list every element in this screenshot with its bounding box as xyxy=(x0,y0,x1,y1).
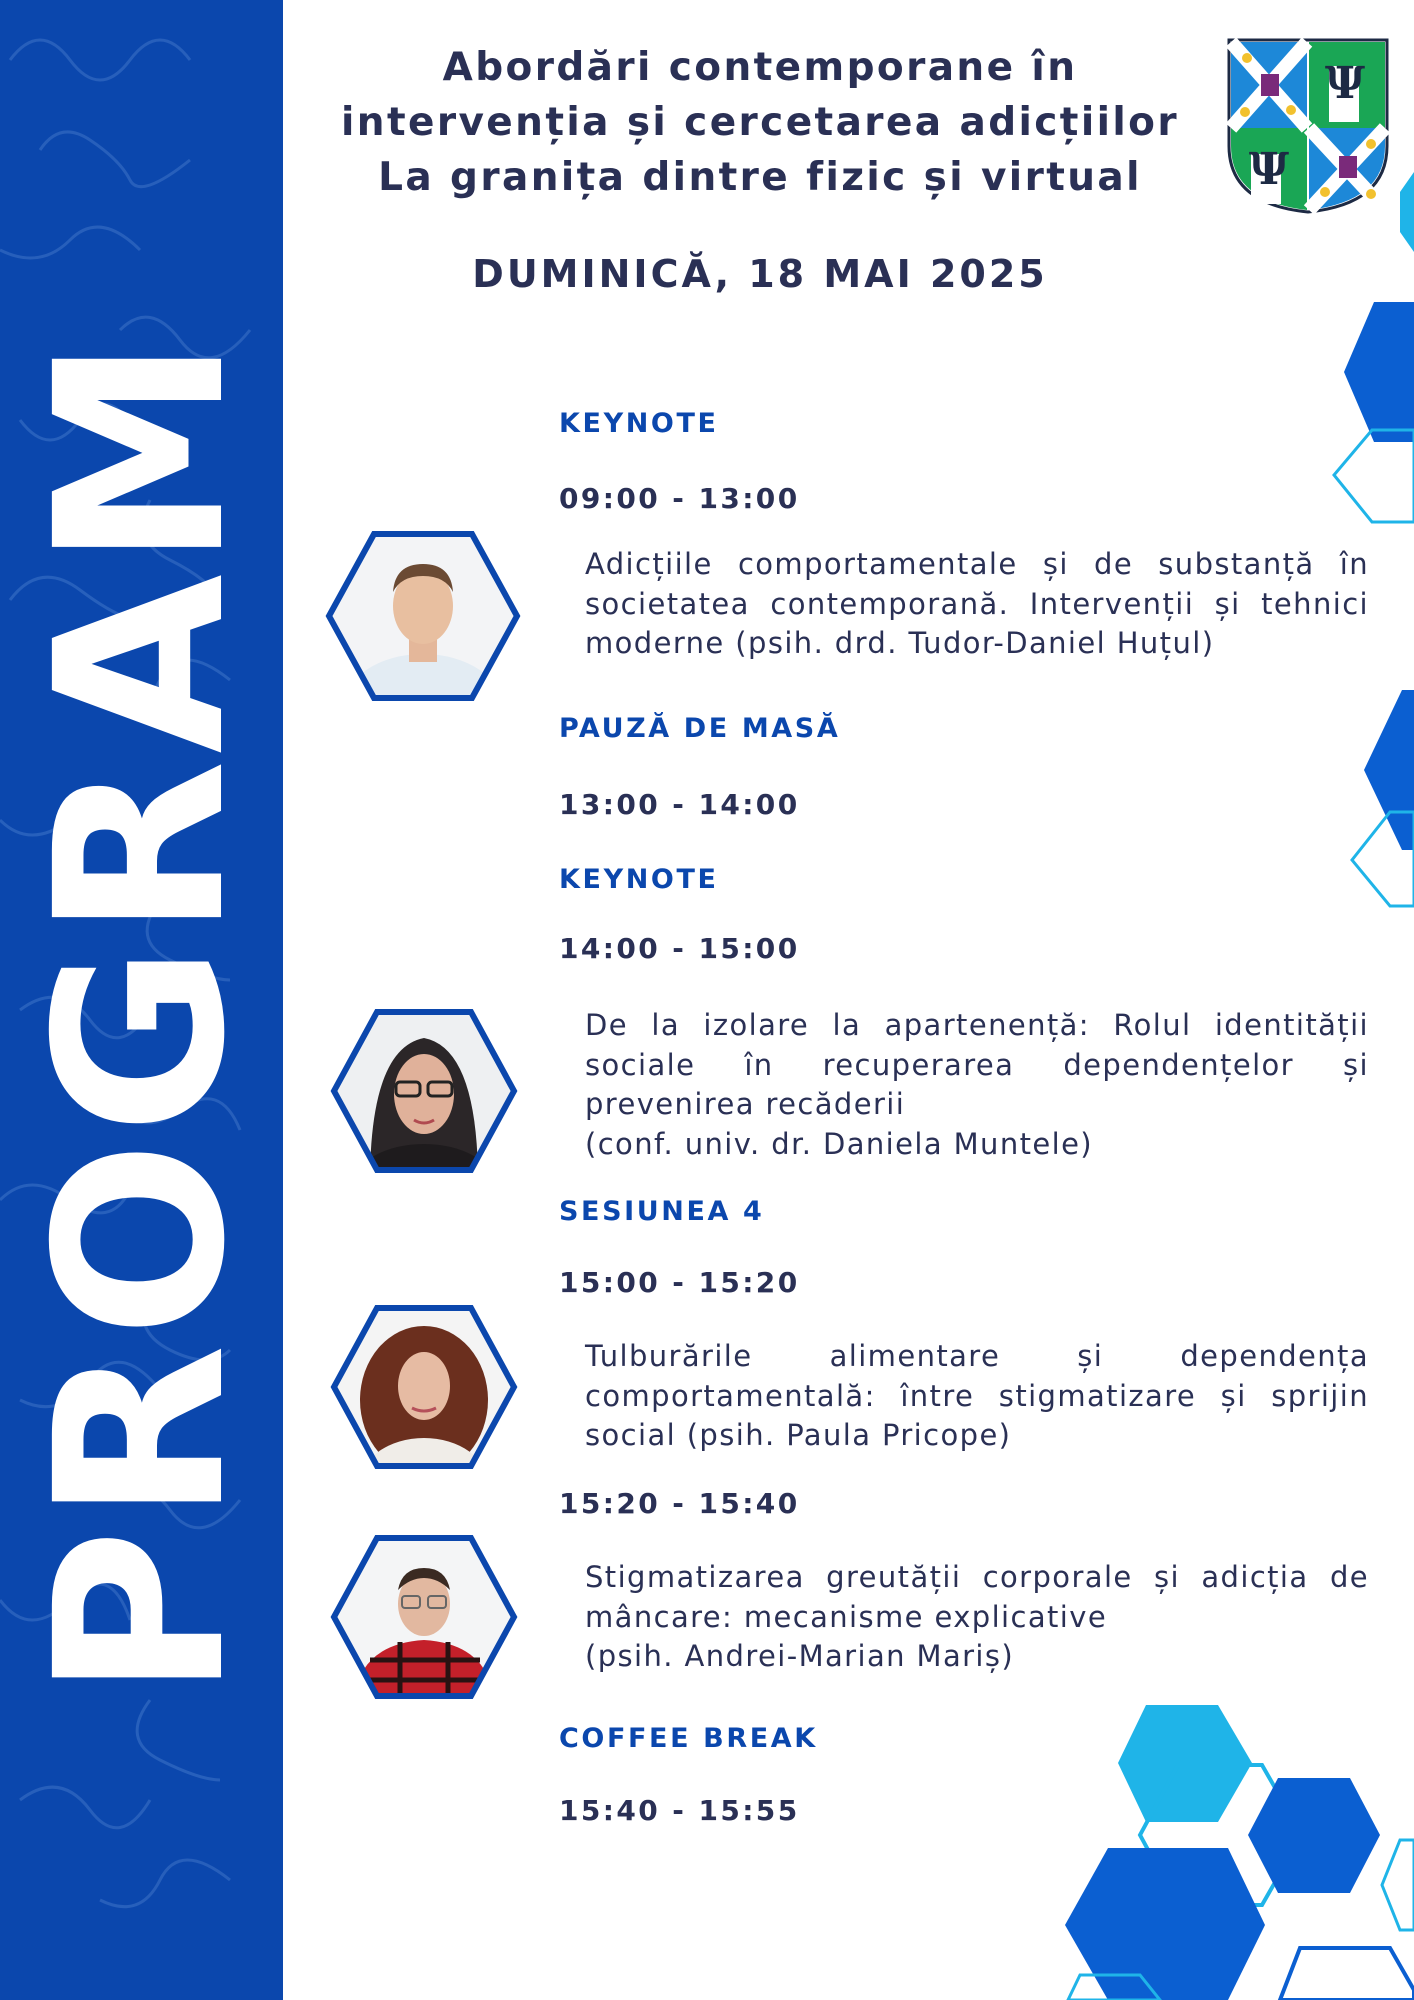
talk-line: moderne (psih. drd. Tudor-Daniel Huțul) xyxy=(585,626,1215,660)
talk-line: sociale în recuperarea dependențelor și xyxy=(585,1047,1369,1082)
talk-session-4-1 xyxy=(585,1337,1369,1456)
talk-line: prevenirea recăderii xyxy=(585,1087,906,1121)
time-slot-coffee-break: 15:40 - 15:55 xyxy=(559,1794,800,1827)
faculty-crest-logo xyxy=(1225,36,1391,214)
speaker-photo-3 xyxy=(330,1304,518,1470)
section-heading-coffee-break: COFFEE BREAK xyxy=(559,1723,818,1754)
time-slot-lunch: 13:00 - 14:00 xyxy=(559,788,800,821)
talk-line: (conf. univ. dr. Daniela Muntele) xyxy=(585,1126,1094,1161)
section-heading-lunch: PAUZĂ DE MASĂ xyxy=(559,713,841,744)
talk-keynote-1 xyxy=(585,545,1369,664)
speaker-photo-1 xyxy=(325,530,521,702)
talk-line: societatea contemporană. Intervenții și tehnici xyxy=(585,586,1369,621)
side-band xyxy=(0,0,283,2000)
talk-line: social (psih. Paula Pricope) xyxy=(585,1418,1012,1452)
talk-line: mâncare: mecanisme explicative xyxy=(585,1599,1108,1634)
talk-line: Adicțiile comportamentale și de substanță în xyxy=(585,547,1369,581)
speaker-photo-4 xyxy=(330,1534,518,1700)
time-slot-keynote-1: 09:00 - 13:00 xyxy=(559,482,800,515)
title-line-1: Abordări contemporane în xyxy=(442,45,1078,90)
speaker-photo-2 xyxy=(330,1008,518,1174)
svg-text:Ψ: Ψ xyxy=(1324,58,1366,109)
time-slot-keynote-2: 14:00 - 15:00 xyxy=(559,932,800,965)
section-heading-keynote-2: KEYNOTE xyxy=(559,864,719,895)
talk-session-4-2 xyxy=(585,1558,1369,1677)
event-date: DUMINICĂ, 18 MAI 2025 xyxy=(472,252,1048,296)
section-heading-keynote-1: KEYNOTE xyxy=(559,408,719,439)
time-slot-session-4-talk-2: 15:20 - 15:40 xyxy=(559,1487,800,1520)
svg-text:Ψ: Ψ xyxy=(1248,144,1290,195)
talk-line: comportamentală: între stigmatizare și sprijin xyxy=(585,1378,1369,1413)
talk-line: De la izolare la apartenență: Rolul identității xyxy=(585,1008,1369,1042)
title-line-3: La granița dintre fizic și virtual xyxy=(378,155,1142,200)
title-line-2: intervenția și cercetarea adicțiilor xyxy=(341,100,1179,145)
program-vertical-title: PROGRAM xyxy=(6,331,276,1699)
time-slot-session-4-talk-1: 15:00 - 15:20 xyxy=(559,1266,800,1299)
talk-line: (psih. Andrei-Marian Mariș) xyxy=(585,1639,1015,1673)
talk-keynote-2 xyxy=(585,1006,1369,1164)
page-title xyxy=(330,40,1190,205)
talk-line: Tulburările alimentare și dependența xyxy=(585,1339,1369,1373)
section-heading-session-4: SESIUNEA 4 xyxy=(559,1196,765,1227)
talk-line: Stigmatizarea greutății corporale și adicția de xyxy=(585,1560,1369,1594)
